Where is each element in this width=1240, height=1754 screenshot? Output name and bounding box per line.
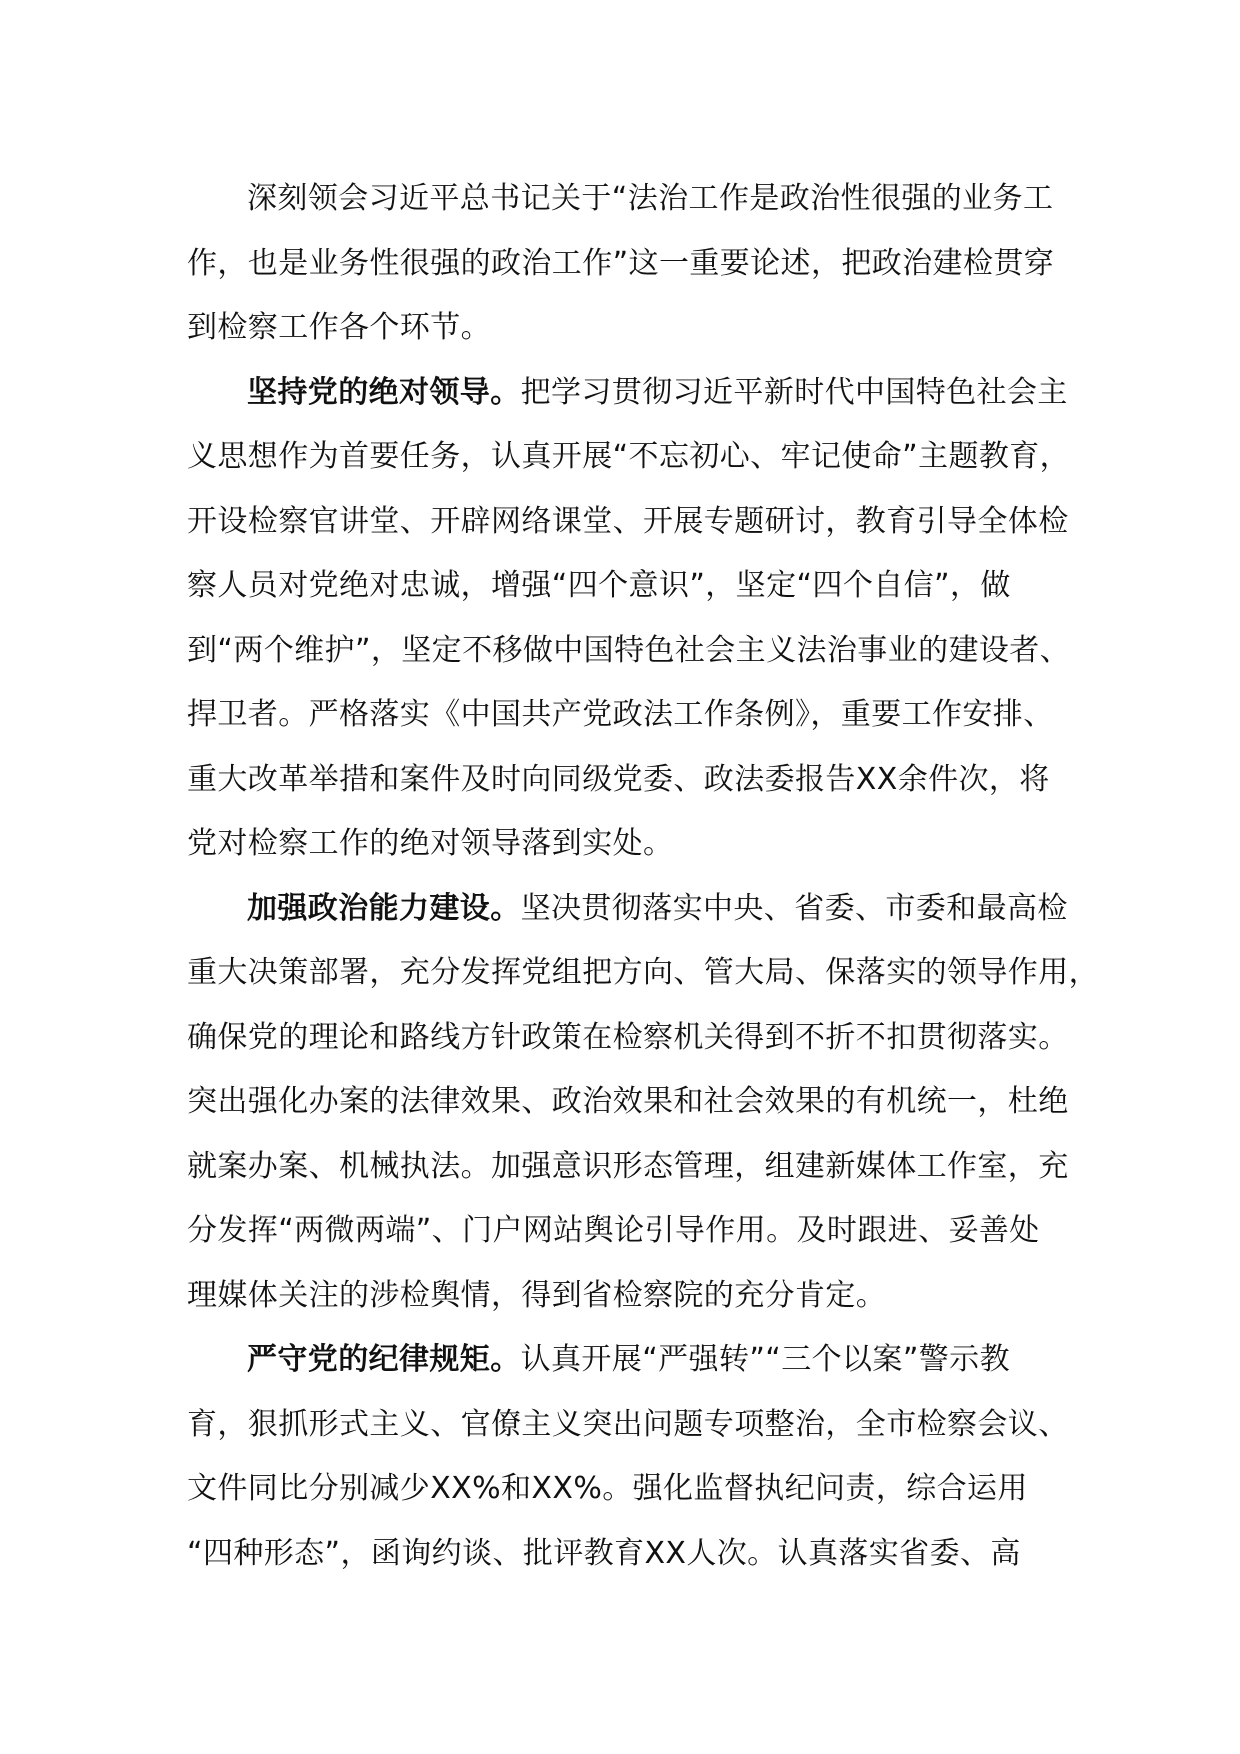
text-line: 理媒体关注的涉检舆情，得到省检察院的充分肯定。 <box>187 1277 887 1313</box>
paragraph-political-capacity <box>187 877 1099 1329</box>
text-line: 察人员对党绝对忠诚，增强“四个意识”，坚定“四个自信”，做 <box>187 568 1011 603</box>
text-line <box>187 1328 1067 1393</box>
text-line: 到检察工作各个环节。 <box>187 310 491 345</box>
text-line: 重大改革举措和案件及时向同级党委、政法委报告XX余件次，将 <box>187 761 1050 797</box>
text-line-content: 把学习贯彻习近平新时代中国特色社会主 <box>520 374 1068 410</box>
text-line-content: 认真开展“严强转”“三个以案”警示教 <box>520 1342 1010 1377</box>
paragraph-heading: 严守党的纪律规矩。 <box>247 1342 521 1377</box>
text-line: 重大决策部署，充分发挥党组把方向、管大局、保落实的领导作用， <box>187 955 1099 990</box>
text-line: 育，狠抓形式主义、官僚主义突出问题专项整治，全市检察会议、 <box>187 1406 1069 1442</box>
text-line-content: 坚决贯彻落实中央、省委、市委和最高检 <box>520 890 1068 926</box>
text-line: “四种形态”，函询约谈、批评教育XX人次。认真落实省委、高 <box>187 1535 1021 1571</box>
text-line: 捍卫者。严格落实《中国共产党政法工作条例》，重要工作安排、 <box>187 697 1054 732</box>
text-line: 作，也是业务性很强的政治工作”这一重要论述，把政治建检贯穿 <box>187 245 1055 281</box>
text-line: 深刻领会习近平总书记关于“法治工作是政治性很强的业务工 <box>247 181 1054 216</box>
paragraph-heading: 加强政治能力建设。 <box>247 890 521 926</box>
text-line <box>187 361 1067 426</box>
text-line: 文件同比分别减少XX%和XX%。强化监督执纪问责，综合运用 <box>187 1471 1028 1506</box>
text-line: 确保党的理论和路线方针政策在检察机关得到不折不扣贯彻落实。 <box>187 1019 1069 1055</box>
text-line: 突出强化办案的法律效果、政治效果和社会效果的有机统一，杜绝 <box>187 1084 1069 1119</box>
text-line: 党对检察工作的绝对领导落到实处。 <box>187 826 674 861</box>
text-line: 义思想作为首要任务，认真开展“不忘初心、牢记使命”主题教育， <box>187 439 1071 474</box>
paragraph-party-discipline <box>187 1328 1067 1586</box>
document-page <box>187 167 1099 1586</box>
paragraph-heading: 坚持党的绝对领导。 <box>247 374 521 410</box>
text-line: 就案办案、机械执法。加强意识形态管理，组建新媒体工作室，充 <box>187 1148 1069 1184</box>
paragraph-intro <box>187 167 1067 361</box>
text-line: 开设检察官讲堂、开辟网络课堂、开展专题研讨，教育引导全体检 <box>187 503 1069 539</box>
text-line <box>187 877 1067 942</box>
text-line: 到“两个维护”，坚定不移做中国特色社会主义法治事业的建设者、 <box>187 632 1071 668</box>
paragraph-party-leadership <box>187 361 1071 877</box>
text-line: 分发挥“两微两端”、门户网站舆论引导作用。及时跟进、妥善处 <box>187 1213 1040 1248</box>
